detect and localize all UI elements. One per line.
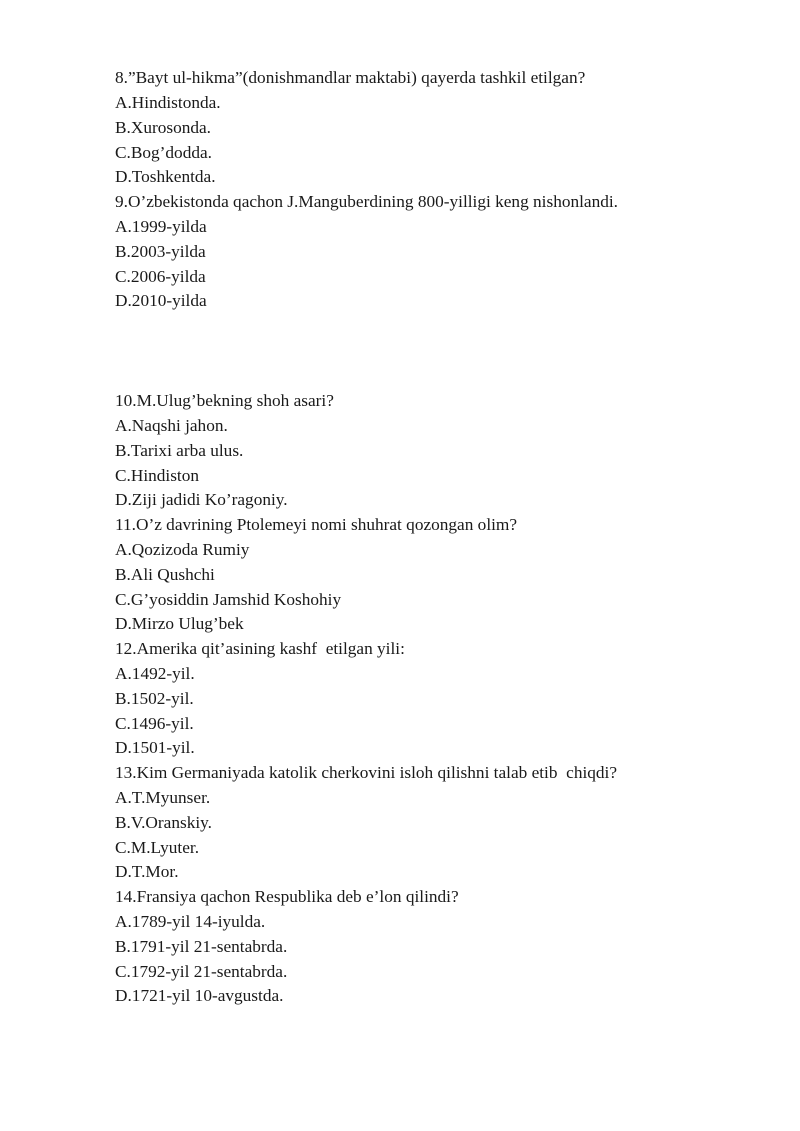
question-8-option-b: B.Xurosonda. (115, 118, 212, 137)
question-8-option-c: C.Bog’dodda. (115, 143, 212, 162)
question-8-option-a: A.Hindistonda. (115, 93, 221, 112)
question-12-text: 12.Amerika qit’asining kashf etilgan yili: (115, 639, 405, 658)
question-8-option-d: D.Toshkentda. (115, 167, 216, 186)
question-12-option-a: A.1492-yil. (115, 664, 195, 683)
question-10-option-b: B.Tarixi arba ulus. (115, 441, 244, 460)
question-11-option-d: D.Mirzo Ulug’bek (115, 614, 244, 633)
question-11-option-b: B.Ali Qushchi (115, 565, 215, 584)
question-14-option-a: A.1789-yil 14-iyulda. (115, 912, 266, 931)
question-10-option-c: C.Hindiston (115, 466, 200, 485)
question-8-text: 8.”Bayt ul-hikma”(donishmandlar maktabi) qayerda tashkil etilgan? (115, 68, 586, 87)
question-13-option-d: D.T.Mor. (115, 862, 179, 881)
question-14-option-c: C.1792-yil 21-sentabrda. (115, 962, 288, 981)
question-11-option-c: C.G’yosiddin Jamshid Koshohiy (115, 590, 342, 609)
question-13-option-c: C.M.Lyuter. (115, 838, 200, 857)
question-12-option-c: C.1496-yil. (115, 714, 194, 733)
question-12-option-b: B.1502-yil. (115, 689, 194, 708)
question-9-option-c: C.2006-yilda (115, 267, 206, 286)
question-9-option-d: D.2010-yilda (115, 291, 207, 310)
question-11-option-a: A.Qozizoda Rumiy (115, 540, 250, 559)
question-10-option-a: A.Naqshi jahon. (115, 416, 228, 435)
question-14-option-d: D.1721-yil 10-avgustda. (115, 986, 284, 1005)
question-9-text: 9.O’zbekistonda qachon J.Manguberdining 800-yilligi keng nishonlandi. (115, 192, 618, 211)
question-14-option-b: B.1791-yil 21-sentabrda. (115, 937, 288, 956)
question-10-text: 10.M.Ulug’bekning shoh asari? (115, 391, 334, 410)
question-13-option-a: A.T.Myunser. (115, 788, 211, 807)
question-9-option-a: A.1999-yilda (115, 217, 207, 236)
question-13-option-b: B.V.Oranskiy. (115, 813, 212, 832)
question-13-text: 13.Kim Germaniyada katolik cherkovini isloh qilishni talab etib chiqdi? (115, 763, 618, 782)
question-11-text: 11.O’z davrining Ptolemeyi nomi shuhrat qozongan olim? (115, 515, 518, 534)
question-9-option-b: B.2003-yilda (115, 242, 206, 261)
question-10-option-d: D.Ziji jadidi Ko’ragoniy. (115, 490, 288, 509)
question-14-text: 14.Fransiya qachon Respublika deb e’lon qilindi? (115, 887, 459, 906)
question-12-option-d: D.1501-yil. (115, 738, 195, 757)
